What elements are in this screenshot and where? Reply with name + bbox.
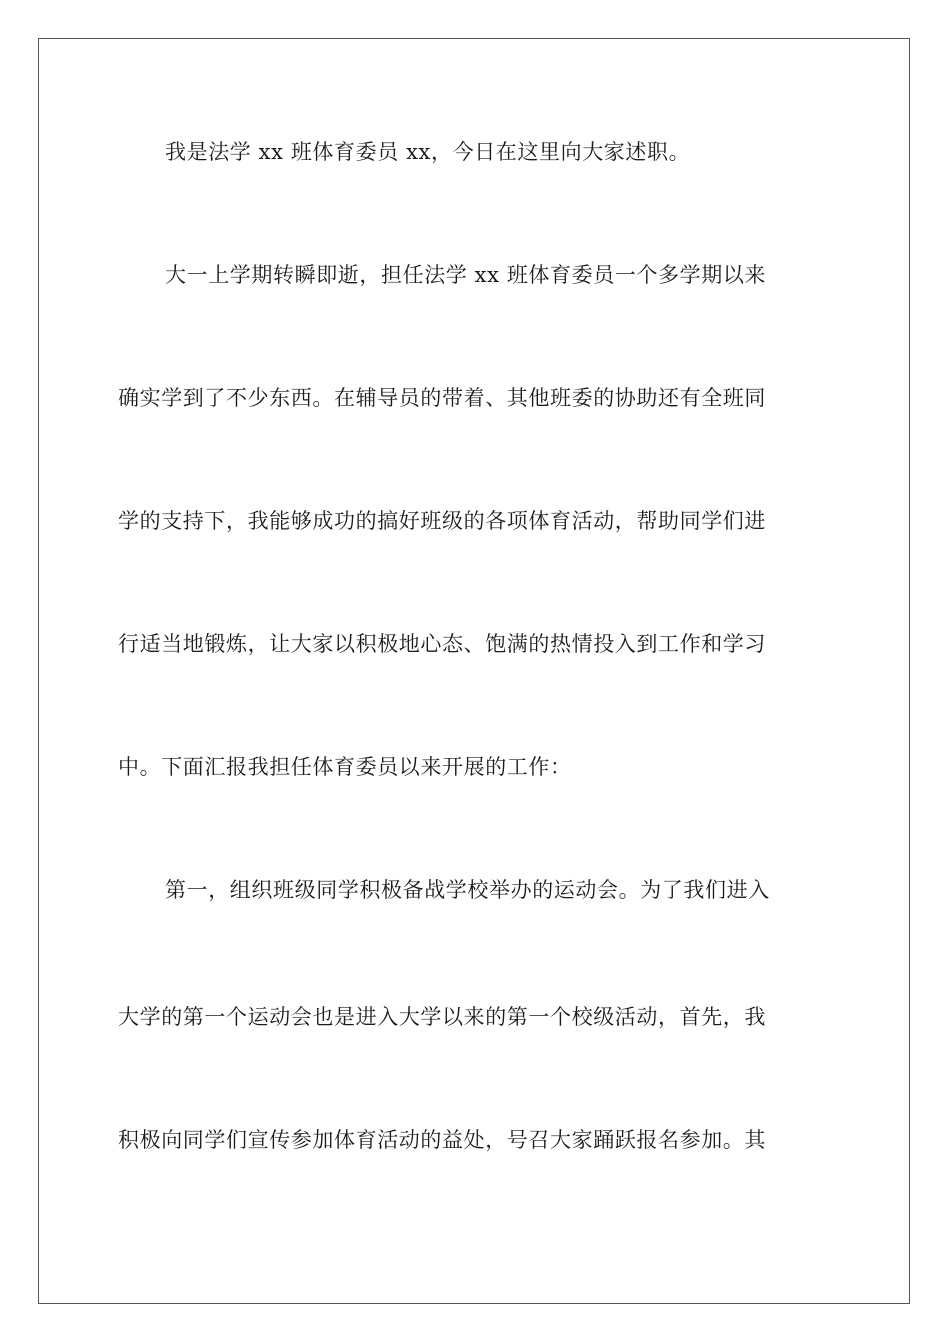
paragraph-1-line-1: 我是法学 xx 班体育委员 xx，今日在这里向大家述职。	[165, 140, 691, 164]
page-frame	[38, 38, 910, 1304]
paragraph-3-line-1: 第一，组织班级同学积极备战学校举办的运动会。为了我们进入	[165, 878, 770, 902]
paragraph-3-line-2: 大学的第一个运动会也是进入大学以来的第一个校级活动，首先，我	[118, 1005, 766, 1029]
paragraph-3-line-3: 积极向同学们宣传参加体育活动的益处，号召大家踊跃报名参加。其	[118, 1128, 766, 1152]
paragraph-2-line-4: 行适当地锻炼，让大家以积极地心态、饱满的热情投入到工作和学习	[118, 632, 766, 656]
paragraph-2-line-5: 中。下面汇报我担任体育委员以来开展的工作：	[118, 755, 572, 779]
paragraph-2-line-2: 确实学到了不少东西。在辅导员的带着、其他班委的协助还有全班同	[118, 386, 766, 410]
paragraph-2-line-1: 大一上学期转瞬即逝，担任法学 xx 班体育委员一个多学期以来	[165, 263, 767, 287]
paragraph-2-line-3: 学的支持下，我能够成功的搞好班级的各项体育活动，帮助同学们进	[118, 509, 766, 533]
